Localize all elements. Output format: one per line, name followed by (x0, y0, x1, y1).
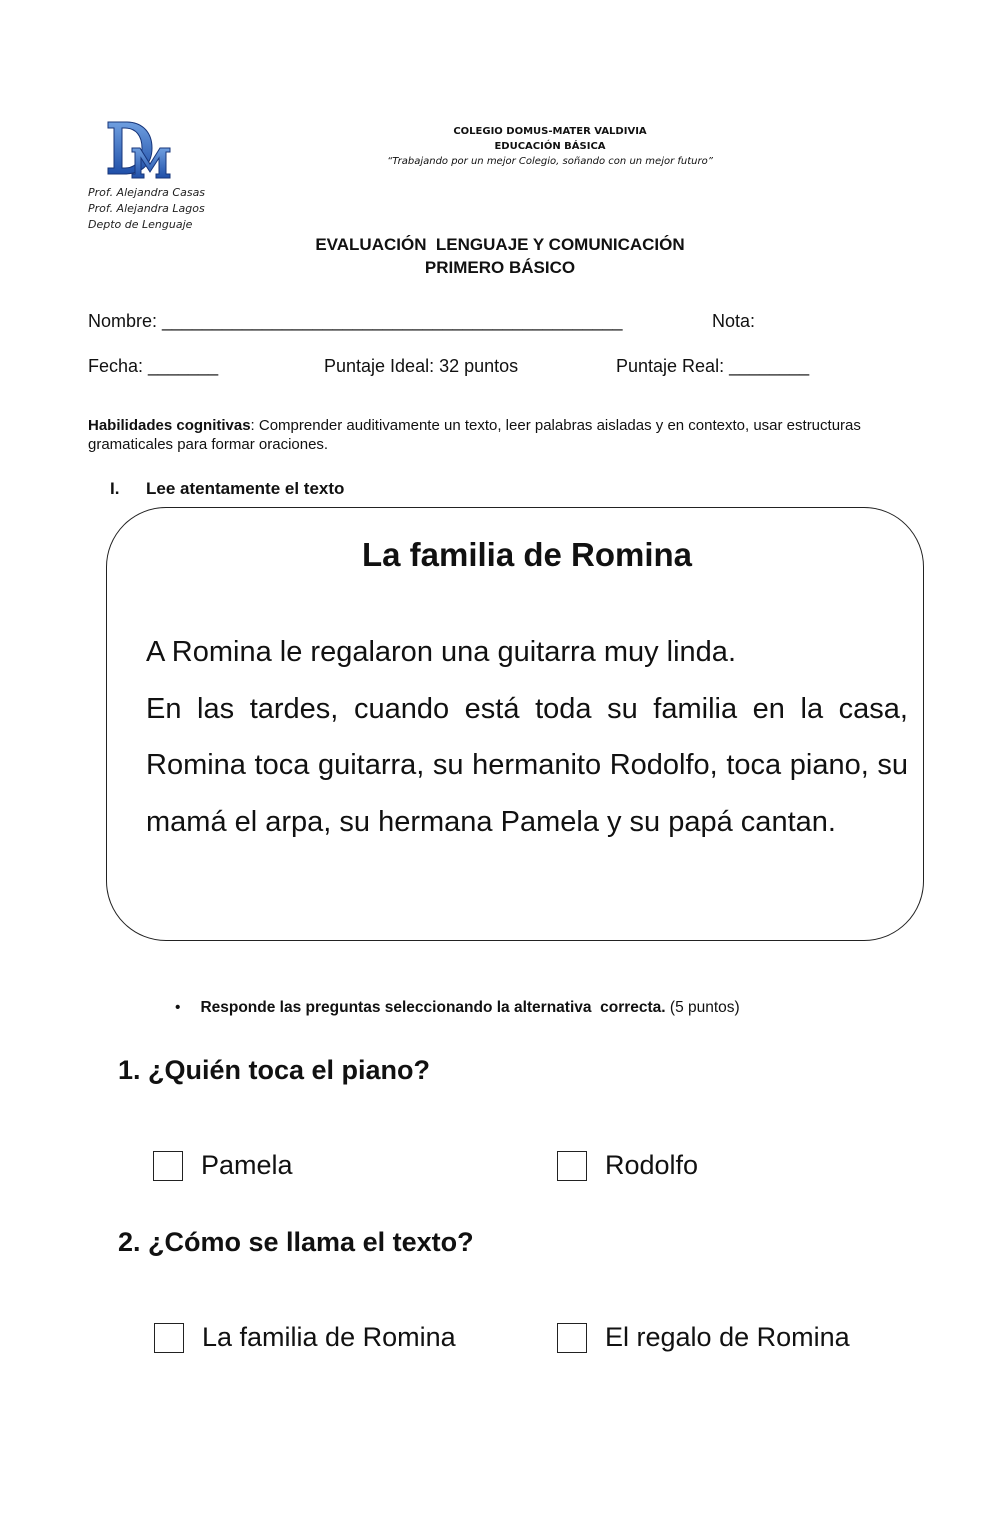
nombre-field[interactable] (88, 311, 623, 332)
reading-paragraph: En las tardes, cuando está toda su familia en la casa, Romina toca guitarra, su hermanito Rodolfo, toca piano, su mamá el arpa, su hermana Pamela y su papá cantan. (146, 692, 908, 838)
reading-paragraph: A Romina le regalaron una guitarra muy linda. (146, 636, 736, 668)
instruction-text: Responde las preguntas seleccionando la alternativa correcta. (200, 999, 666, 1016)
question-2 (118, 1227, 474, 1258)
question-number: 1. (118, 1055, 141, 1085)
question-number: 2. (118, 1227, 141, 1257)
checkbox[interactable] (557, 1151, 587, 1181)
nota-label: Nota: (712, 311, 756, 331)
q2-option-la-familia[interactable] (154, 1322, 456, 1353)
school-logo (104, 118, 174, 180)
department: Depto de Lenguaje (88, 218, 193, 231)
reading-text (146, 624, 908, 850)
q2-option-el-regalo[interactable] (557, 1322, 850, 1353)
habilidades-text (88, 416, 918, 454)
option-label: La familia de Romina (202, 1322, 456, 1352)
bullet-icon: • (175, 999, 181, 1016)
checkbox[interactable] (557, 1323, 587, 1353)
teacher-name: Prof. Alejandra Casas (88, 186, 206, 199)
section-number: I. (110, 479, 120, 498)
puntaje-real-label: Puntaje Real: (616, 356, 725, 376)
checkbox[interactable] (153, 1151, 183, 1181)
nombre-line[interactable]: ______________________________________________ (162, 311, 623, 331)
fecha-label: Fecha: (88, 356, 144, 376)
puntaje-real-line[interactable]: ________ (729, 356, 810, 376)
q1-option-rodolfo[interactable] (557, 1150, 698, 1181)
option-label: Pamela (201, 1150, 293, 1180)
teacher-name: Prof. Alejandra Lagos (88, 202, 205, 215)
option-label: El regalo de Romina (605, 1322, 850, 1352)
section-label: Lee atentamente el texto (146, 479, 345, 498)
habilidades-description: : Comprender auditivamente un texto, leer palabras aisladas y en contexto, usar estructuras gramaticales para formar oraciones. (88, 417, 861, 453)
evaluation-title-line1: EVALUACIÓN LENGUAJE Y COMUNICACIÓN (315, 235, 685, 254)
puntaje-ideal: Puntaje Ideal: 32 puntos (324, 356, 519, 376)
puntaje-real-field[interactable] (616, 356, 809, 377)
option-label: Rodolfo (605, 1150, 699, 1180)
evaluation-title (200, 233, 800, 279)
school-motto: “Trabajando por un mejor Colegio, soñando con un mejor futuro” (387, 156, 713, 167)
instruction-points: (5 puntos) (669, 999, 740, 1016)
school-header (300, 124, 800, 169)
fecha-line[interactable]: _______ (148, 356, 219, 376)
question-text: ¿Cómo se llama el texto? (148, 1227, 474, 1257)
nombre-label: Nombre: (88, 311, 158, 331)
question-text: ¿Quién toca el piano? (148, 1055, 431, 1085)
school-name: COLEGIO DOMUS-MATER VALDIVIA (453, 126, 647, 137)
checkbox[interactable] (154, 1323, 184, 1353)
school-level: EDUCACIÓN BÁSICA (494, 141, 606, 152)
question-1 (118, 1055, 430, 1086)
q1-option-pamela[interactable] (153, 1150, 293, 1181)
habilidades-label: Habilidades cognitivas (88, 417, 251, 434)
section-heading (110, 479, 344, 499)
evaluation-title-line2: PRIMERO BÁSICO (424, 258, 576, 277)
teachers-list (88, 185, 205, 233)
fecha-field[interactable] (88, 356, 218, 377)
nota-field[interactable] (712, 311, 755, 332)
reading-title: La familia de Romina (361, 536, 693, 573)
instruction (175, 999, 740, 1017)
